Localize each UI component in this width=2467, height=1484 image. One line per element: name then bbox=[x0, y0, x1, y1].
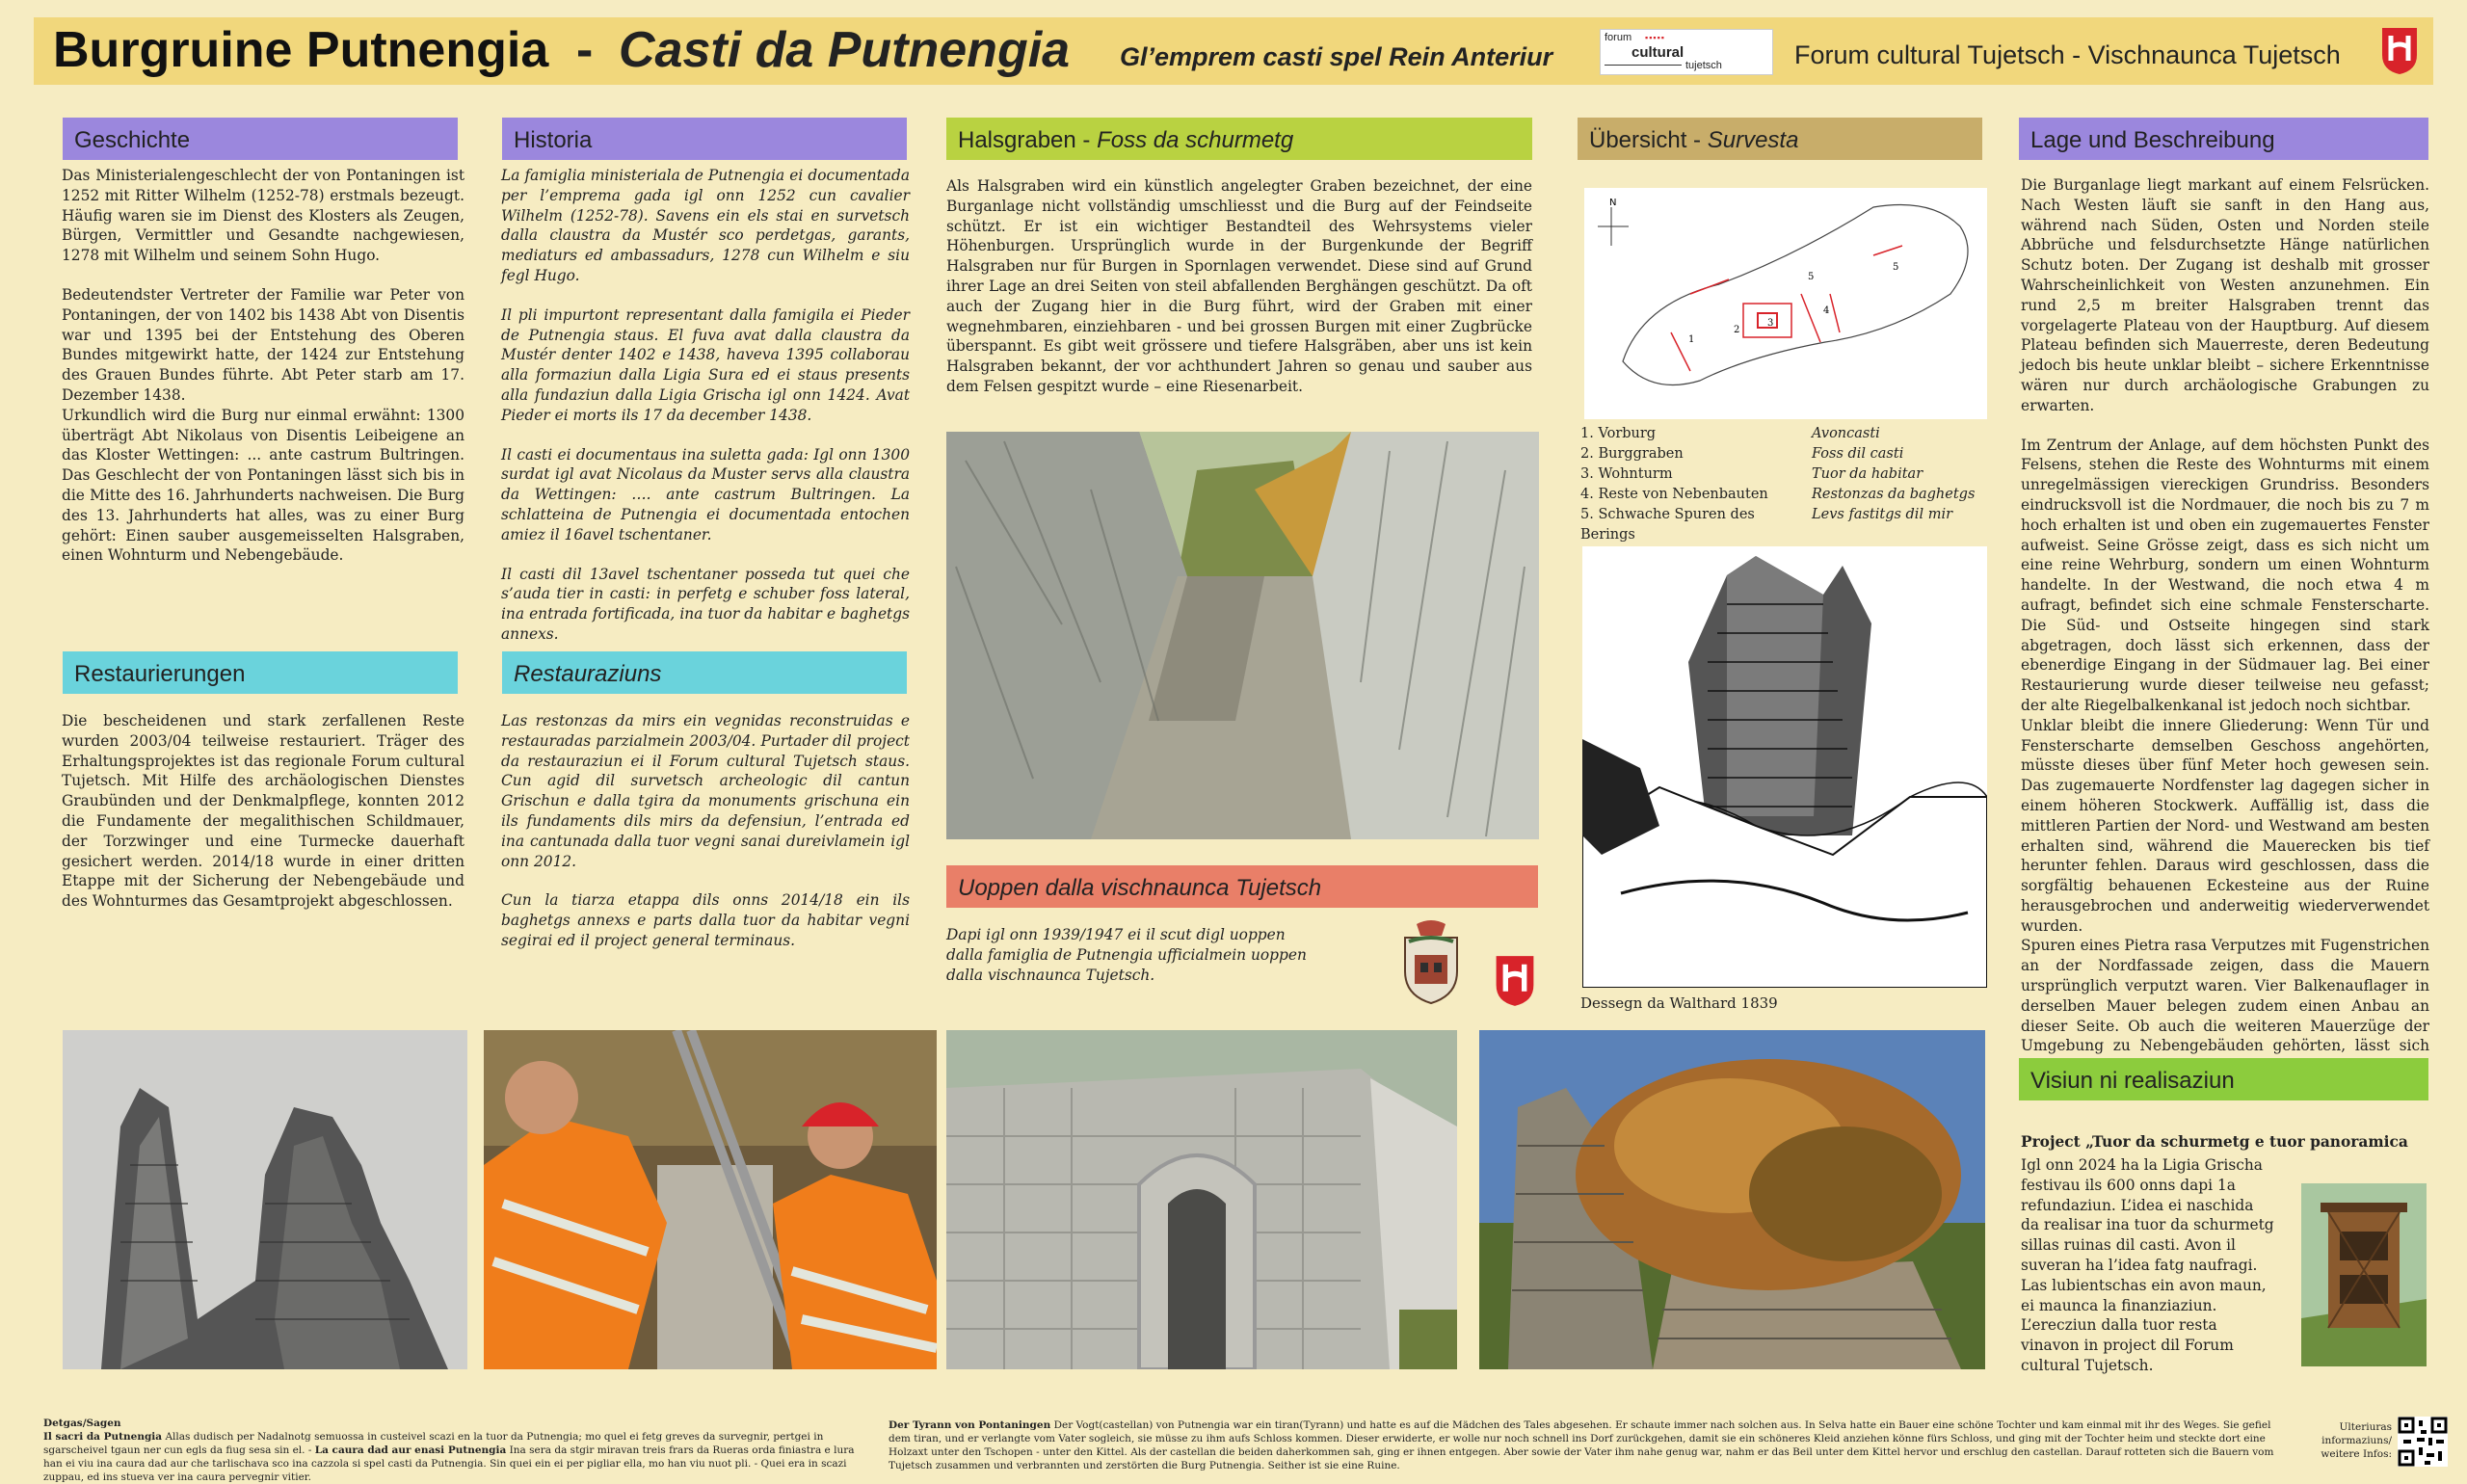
geschichte-p2: Bedeutendster Vertreter der Familie war Peter von Pontaningen, der von 1402 bis 1438 Abt von Disentis war und 1395 bei der Entstehung des Oberen Bundes mitgewirkt hatte, der 1424 zur Entstehung des Grauen Bundes führte. Abt Peter starb am 17. Dezember 1438. bbox=[62, 285, 464, 404]
legend-rm: Avoncasti bbox=[1812, 426, 1880, 441]
legend-de: 4. Reste von Nebenbauten bbox=[1580, 487, 1768, 502]
historia-p4: Il casti dil 13avel tschentaner posseda tut quei che s’auda tier in casti: in perfetg e schuber foss lateral, ina entrada fortificada, ina tuor da habitar e baghetgs annexs. bbox=[501, 565, 910, 643]
photo-ruin-bw bbox=[63, 1030, 467, 1369]
footer-sagen bbox=[43, 1417, 872, 1484]
logo-dots: ▪▪▪▪▪ bbox=[1645, 33, 1665, 42]
plan-number-3: 3 bbox=[1767, 318, 1774, 329]
visiun-project-title: Project „Tuor da schurmetg e tuor panoramica bbox=[2021, 1133, 2408, 1151]
legend-de: 2. Burggraben bbox=[1580, 446, 1684, 462]
legend-de: 1. Vorburg bbox=[1580, 426, 1657, 441]
sagen-title: Detgas/Sagen bbox=[43, 1418, 121, 1429]
plan-number-2: 2 bbox=[1734, 325, 1740, 335]
qr-code-icon[interactable] bbox=[2398, 1417, 2448, 1467]
site-plan bbox=[1584, 188, 1987, 419]
uebersicht-heading-sep: - bbox=[1693, 127, 1702, 153]
logo-rule bbox=[1605, 65, 1682, 66]
uebersicht-heading-de: Übersicht bbox=[1589, 127, 1687, 153]
page-subtitle: Gl’emprem casti spel Rein Anteriur bbox=[1120, 42, 1553, 71]
photo-workers bbox=[484, 1030, 937, 1369]
heading-restaurierungen: Restaurierungen bbox=[63, 651, 458, 694]
plan-number-1: 1 bbox=[1688, 334, 1695, 345]
more-info-label: Ulteriuras informaziuns/ weitere Infos: bbox=[2321, 1421, 2392, 1460]
sagen-text-2: Ina sera da stgir miravan treis frars da Rueras orda finiastra e lura han ei viu ina caura dad aur che tarlischava sco ina cazzola si spel casti da Putnengia. Sin quei ein ei per pigliar ella, mo han viu nuot pli. - Quei era in scazi zuppau, ed ins stueva ver ina caura pervegnir vitier. bbox=[43, 1444, 855, 1483]
legend-row bbox=[1580, 505, 1995, 545]
lage-p3: Unklar bleibt die innere Gliederung: Wenn Tür und Fensterscharte demselben Geschoss angehörten, müsste dieses über fünf Meter hoch gewesen sein. Das zugemauerte Nordfenster lag dagegen sicher in einem höheren Stockwerk. Auffällig ist, dass die mittleren Partien der Nord- und Westwand am besten erhalten sind, während die Mauerecken bis tief herunter fehlen. Daraus wird geschlossen, dass die sorgfältig behauenen Eckesteine aus der Ruine herausgebrochen und anderweitig wiederverwendet wurden. bbox=[2021, 716, 2429, 935]
visiun-text: Igl onn 2024 ha la Ligia Grischa festivau ils 600 onns dapi 1a refundaziun. L’idea ei naschida da realisar ina tuor da schurmetg sillas ruinas dil casti. Avon il suveran ha l’idea fatg naufragi. Las lubientschas ein avon maun, ei maunca la finanziaziun. L’erecziun dalla tuor resta vinavon in project dil Forum cultural Tujetsch. bbox=[2021, 1156, 2274, 1374]
logo-line-3: tujetsch bbox=[1685, 60, 1722, 71]
restauraziuns-p2: Cun la tiarza etappa dils onns 2014/18 ein ils baghetgs annexs e parts dalla tuor da habitar vegni segirai ed il project general terminaus. bbox=[501, 891, 910, 949]
heading-halsgraben bbox=[946, 118, 1532, 160]
restauraziuns-text bbox=[501, 711, 910, 951]
legend-rm: Tuor da habitar bbox=[1812, 466, 1923, 482]
geschichte-p1: Das Ministerialengeschlecht der von Pontaningen ist 1252 mit Ritter Wilhelm (1252-78) erstmals bezeugt. Häufig waren sie im Dienst des Klosters als Zeugen, Bürgen, Vermittler und Gesandte nachgewiesen, 1278 mit Wilhelm und seinem Sohn Hugo. bbox=[62, 167, 464, 265]
forum-cultural-logo bbox=[1600, 29, 1773, 75]
geschichte-p3: Urkundlich wird die Burg nur einmal erwähnt: 1300 überträgt Abt Nikolaus von Disentis Leibeigene an das Kloster Wettingen: ... ante castrum Bultringen. Das Geschlecht der von Pontaningen lässt sich bis in die Mitte des 16. Jahrhunderts nachweisen. Die Burg des 13. Jahrhunderts hat alles, was zu einer Burg gehört: Einen sauber ausgemeisselten Halsgraben, einen Wohnturm und Nebengebäude. bbox=[62, 406, 464, 565]
uebersicht-heading-rm: Survesta bbox=[1707, 127, 1799, 153]
plan-legend bbox=[1580, 424, 1995, 545]
heading-restauraziuns: Restauraziuns bbox=[502, 651, 907, 694]
tower-visualization bbox=[2301, 1183, 2427, 1366]
walthard-drawing bbox=[1582, 546, 1987, 988]
sagen-subtitle-1: Il sacri da Putnengia bbox=[43, 1431, 163, 1443]
sagen-text-1: Allas dudisch per Nadalnotg semuossa in custeivel scazi en la tuor da Putnengia; mo quel ei fetg greves da survegnir, pertgei in sgarscheivel tgaun ner cun egls da fiug sesa sin el. - bbox=[43, 1431, 824, 1456]
halsgraben-heading-sep: - bbox=[1082, 127, 1091, 153]
plan-number-5b: 5 bbox=[1893, 262, 1899, 273]
organization-name: Forum cultural Tujetsch - Vischnaunca Tujetsch bbox=[1794, 40, 2341, 69]
geschichte-text bbox=[62, 166, 464, 566]
heading-visiun: Visiun ni realisaziun bbox=[2019, 1058, 2428, 1100]
halsgraben-text: Als Halsgraben wird ein künstlich angelegter Graben bezeichnet, der eine Burganlage nicht vollständig umschliesst und die Burg auf der Feindseite schützt. Er ist ein wichtiger Bestandteil des Wehrsystems vieler Höhenburgen. Ursprünglich wurde in der Burgenkunde der Begriff Halsgraben nur für Burgen in Spornlagen verwendet. Diese sind auf Grund ihrer Lage an drei Seiten von steil abfallenden Berghängen geschützt. Da oft auch der Zugang hier in die Burg führt, wird der Graben mit einer wegnehmbaren, einziehbaren - und bei grossen Burgen mit einer Zugbrücke überspannt. Es gibt weit grössere und tiefere Halsgräben, aber uns ist kein Halsgraben bekannt, der vor achthundert Jahren so genau und sauber aus dem Felsen gespitzt wurde – eine Riesenarbeit. bbox=[946, 177, 1532, 395]
lage-p1: Die Burganlage liegt markant auf einem Felsrücken. Nach Westen läuft sie sanft in den Hang aus, während nach Süden, Osten und Norden steile Abbrüche und felsdurchsetzte Hänge natürlichen Schutz boten. Der Zugang ist deshalb mit grosser Wahrscheinlichkeit von Westen anzunehmen. Ein rund 2,5 m breiter Halsgraben trennt das vorgelagerte Plateau von der Hauptburg. Auf diesem Plateau befinden sich Mauerreste, deren Bedeutung jedoch bis heute unklar bleibt – sichere Erkenntnisse wären nur durch archäologische Grabungen zu erwarten. bbox=[2021, 176, 2429, 414]
tyrann-text: Der Vogt(castellan) von Putnengia war ein tiran(Tyrann) und hatte es auf die Mädchen des Tales abgesehen. Er schaute immer nach solchen aus. In Selva hatte ein Bauer eine schöne Tochter und kam einmal mit ihr des Weges. Sie gefiel dem tiran, und er verlangte vom Vater sogleich, sie müsse zu ihm aufs Schloss kommen. Dieser erwiderte, er wolle nur noch schnell ins Dorf zurückgehen, damit sie ein schöneres Kleid anziehen könne fürs Schloss, und ging mit der Tochter heim und steckte dort eine Holzaxt unter den Tschopen - unter den Kittel. Als der castellan die beiden daherkommen sah, ging er ihnen entgegen. Aber sowie der Vater ihm nahe genug war, nahm er das Beil unter dem Kittel hervor und erschlug den castellan. Darauf rotteten sich die Bauern vom Tujetsch zusammen und verbrannten und zerstörten die Burg Putnengia. Seither ist sie eine Ruine. bbox=[889, 1419, 2274, 1471]
footer-tyrann bbox=[889, 1418, 2276, 1472]
photo-ruin-autumn bbox=[1479, 1030, 1985, 1369]
legend-row bbox=[1580, 464, 1995, 485]
historia-p3: Il casti ei documentaus ina suletta gada: Igl onn 1300 surdat igl avat Nicolaus da Muster servs alla claustra da Wettingen: …. ante castrum Bultringen. La schlatteina de Putnengia ei documentada entochen amiez il 16avel tschentaner. bbox=[501, 445, 910, 543]
municipal-crest-icon bbox=[2380, 26, 2419, 80]
putnengia-coat-of-arms-icon bbox=[1395, 918, 1467, 1005]
lage-text bbox=[2021, 175, 2429, 1076]
legend-de: 5. Schwache Spuren des Berings bbox=[1580, 507, 1755, 543]
page-title-romansh: Casti da Putnengia bbox=[619, 22, 1071, 78]
legend-row bbox=[1580, 485, 1995, 505]
plan-number-5a: 5 bbox=[1808, 272, 1815, 282]
sagen-subtitle-2: La caura dad aur enasi Putnengia bbox=[314, 1444, 507, 1456]
legend-row bbox=[1580, 424, 1995, 444]
halsgraben-heading-de: Halsgraben bbox=[958, 127, 1076, 153]
uoppen-text: Dapi igl onn 1939/1947 ei il scut digl uoppen dalla famiglia de Putnengia ufficialmein uoppen dalla vischnaunca Tujetsch. bbox=[946, 926, 1307, 984]
lage-p2: Im Zentrum der Anlage, auf dem höchsten Punkt des Felsens, stehen die Reste des Wohnturms mit einem unregelmässigen viereckigen Grundriss. Besonders eindrucksvoll ist die Nordmauer, die noch bis zu 7 m hoch erhalten ist und oben ein zugemauertes Fenster aufweist. Seine Grösse zeigt, dass es sich nicht um eine reine Wehrburg, sondern um einen Wohnturm handelte. In der Westwand, die noch etwa 4 m aufragt, befindet sich eine schmale Fensterscharte. Die Süd- und Ostseite hingegen sind stark abgetragen, doch lässt sich erkennen, dass der ebenerdige Eingang in der Südmauer lag. Bei einer Restaurierung wurde dieser teilweise neu gefasst; der alte Riegelbalkenkanal ist jedoch noch sichtbar. bbox=[2021, 436, 2429, 714]
legend-row bbox=[1580, 444, 1995, 464]
photo-gate bbox=[946, 1030, 1457, 1369]
plan-number-4: 4 bbox=[1823, 305, 1830, 316]
heading-geschichte: Geschichte bbox=[63, 118, 458, 160]
restaurierungen-text: Die bescheidenen und stark zerfallenen Reste wurden 2003/04 teilweise restauriert. Träger des Erhaltungsprojektes ist das regionale Forum cultural Tujetsch. Mit Hilfe des archäologischen Dienstes Graubünden und der Denkmalpflege, konnten 2012 die Fundamente der megalithischen Schildmauer, der Torzwinger und eine Turmecke dauerhaft gesichert werden. 2014/18 wurde in einer dritten Etappe mit der Sicherung der Nebengebäude und des Wohnturmes das Gesamtprojekt abgeschlossen. bbox=[62, 712, 464, 911]
legend-rm: Foss dil casti bbox=[1812, 446, 1904, 462]
restauraziuns-p1: Las restonzas da mirs ein vegnidas reconstruidas e restauradas parzialmein 2003/04. Purtader dil project da restauraziun ei il Forum cultural Tujetsch staus. Cun agid dil survetsch archeologic dil cantun Grischun e dalla tgira da monuments grischuna ein ils fundaments dils mirs da defensiun, l’entrada ed ina cantunada dalla tuor vegni sanai dureivlamein igl onn 2012. bbox=[501, 712, 910, 870]
heading-lage: Lage und Beschreibung bbox=[2019, 118, 2428, 160]
legend-de: 3. Wohnturm bbox=[1580, 466, 1673, 482]
tujetsch-crest-icon bbox=[1494, 954, 1536, 1012]
historia-p2: Il pli impurtont representant dalla famigila ei Pieder de Putnengia staus. El fuva avat dalla claustra da Mustér denter 1402 e 1438, haveva 1395 collaborau alla formaziun dalla Ligia Sura ed ei staus presents alla fundaziun dalla Ligia Grischa igl onn 1424. Avat Pieder ei morts ils 17 da december 1438. bbox=[501, 305, 910, 424]
legend-rm: Restonzas da baghetgs bbox=[1812, 487, 1976, 502]
drawing-caption: Dessegn da Walthard 1839 bbox=[1580, 994, 1778, 1012]
logo-line-1: forum bbox=[1605, 32, 1632, 43]
page-title-german: Burgruine Putnengia bbox=[53, 22, 549, 78]
page-title-separator: - bbox=[576, 22, 594, 78]
historia-text bbox=[501, 166, 910, 645]
plan-north-label: N bbox=[1609, 198, 1617, 208]
logo-line-2: cultural bbox=[1631, 44, 1684, 61]
legend-rm: Levs fastitgs dil mir bbox=[1812, 507, 1953, 522]
heading-historia: Historia bbox=[502, 118, 907, 160]
lage-p4: Spuren eines Pietra rasa Verputzes mit Fugenstrichen an der Nordfassade zeigen, dass die Mauern ursprünglich verputzt waren. Vier Balkenauflager in derselben Mauer belegen zudem einen Anbau an dieser Seite. Ob auch die weiteren Mauerzüge der Umgebung zu Nebengebäuden gehörten, lässt sich bbox=[2021, 937, 2430, 1055]
heading-uebersicht bbox=[1578, 118, 1982, 160]
tyrann-title: Der Tyrann von Pontaningen bbox=[889, 1419, 1051, 1431]
photo-halsgraben bbox=[946, 432, 1539, 839]
halsgraben-heading-rm: Foss da schurmetg bbox=[1097, 127, 1294, 153]
heading-uoppen: Uoppen dalla vischnaunca Tujetsch bbox=[946, 865, 1538, 908]
historia-p1: La famiglia ministeriala de Putnengia ei documentada per l’emprema gada igl onn 1252 cun cavalier Wilhelm (1252-78). Savens ein els stai en survetsch dalla claustra da Mustér sco perdetgas, garants, mediaturs ed ambassadurs, 1278 cun Wilhelm e siu fegl Hugo. bbox=[501, 167, 910, 284]
